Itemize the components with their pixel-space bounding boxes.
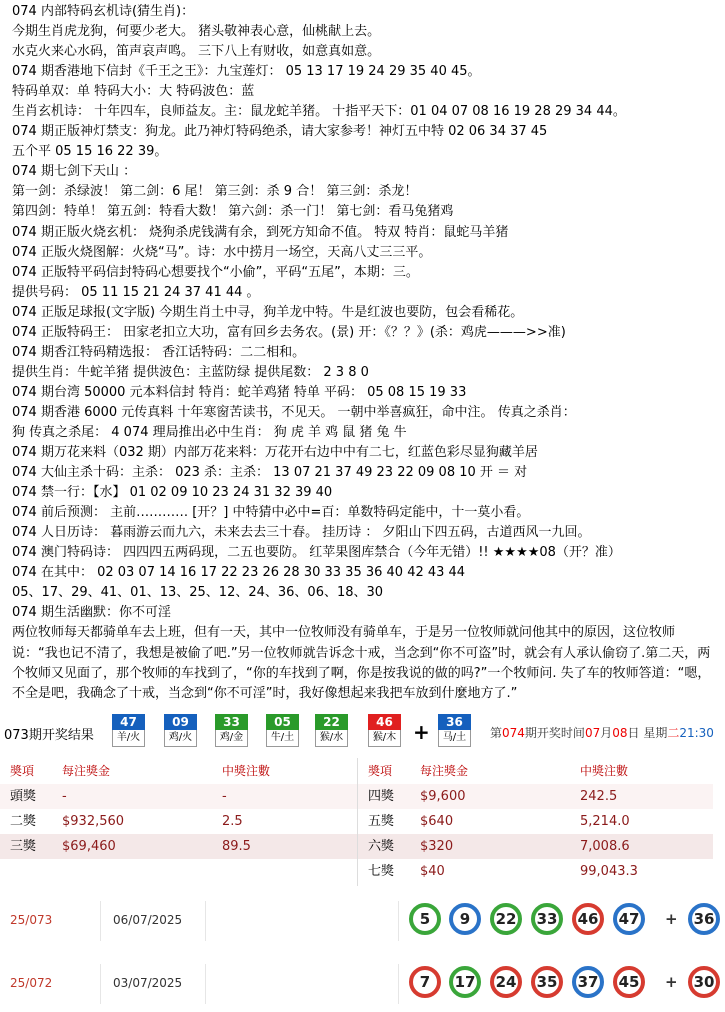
- prize-name: 四獎: [368, 789, 395, 804]
- prize-amount: $932,560: [62, 814, 125, 829]
- history-ball: 9: [449, 903, 481, 935]
- text-line: 生肖玄机诗： 十年四车，良师益友。主：鼠龙蛇羊猪。 十指平天下：01 04 07 08 16 19 28 29 34 44。: [12, 104, 626, 120]
- text-line: 074 期香港地下信封《千王之王》：九宝莲灯： 05 13 17 19 24 29 35 40 45。: [12, 64, 481, 80]
- text-line: 074 澳门特码诗： 四四四五两码现，二五也要防。 红苹果图库禁合（今年无错）!! ★★★★08（开？准）: [12, 545, 621, 561]
- result-ball: [215, 714, 248, 748]
- text-line: 第四剑：特单！ 第五剑：特看大数！ 第六剑：杀一门！ 第七剑：看马兔猪鸡: [12, 204, 454, 220]
- table-divider: [357, 758, 358, 886]
- result-ball-tag: 鸡/金: [215, 730, 248, 747]
- next-draw-info: 第074期开奖时间07月08日 星期二21:30: [490, 726, 714, 740]
- text-line: 074 正版足球报(文字版) 今期生肖土中寻，狗羊龙中特。牛是红波也要防，包会看稀花。: [12, 304, 524, 320]
- text-line: 074 大仙主杀十码：主杀： 023 杀：主杀： 13 07 21 37 49 23 22 09 08 10 开 ＝ 对: [12, 465, 528, 481]
- prize-count: 99,043.3: [580, 864, 638, 879]
- plus-icon: +: [413, 720, 430, 744]
- history-row: [0, 897, 725, 945]
- result-ball: [266, 714, 299, 748]
- prize-name: 七獎: [368, 864, 395, 879]
- text-line: 074 期香港 6000 元传真料 十年寒窗苦读书，不见天。 一朝中举喜疯狂，命中注。 传真之杀肖：: [12, 404, 576, 420]
- history-ball: 33: [531, 903, 563, 935]
- prize-name: 三獎: [10, 839, 37, 854]
- result-ball: [164, 714, 197, 748]
- humor-paragraph: 两位牧师每天都骑单车去上班，但有一天，其中一位牧师没有骑单车，于是另一位牧师就问他其中的原因，这位牧师说：“我也记不清了，我想是被偷了吧.”另一位牧师就告诉念十戒，当念到“你不可盗”时，就会有人承认偷窃了.第二天，两个牧师又见面了，那个牧师的车找到了，“你的车找到了啊，你是按我说的做的吗?”一个牧师问. 失了车的牧师答道：“嗯，不全是吧，我确念了十戒，当念到“你不可淫”时，我好像想起来我把车放到什麼地方了.”: [12, 625, 711, 701]
- text-line: 074 期台湾 50000 元本料信封 特肖：蛇羊鸡猪 特单 平码： 05 08 15 19 33: [12, 384, 467, 400]
- text-line: 提供号码： 05 11 15 21 24 37 41 44 。: [12, 284, 260, 300]
- history-ball: 47: [613, 903, 645, 935]
- text-line: 特码单双：单 特码大小：大 特码波色：蓝: [12, 84, 255, 100]
- plus-icon: +: [665, 973, 678, 991]
- history-ball: 22: [490, 903, 522, 935]
- history-date: 03/07/2025: [113, 976, 183, 990]
- prize-amount: $69,460: [62, 839, 116, 854]
- prize-amount: $40: [420, 864, 445, 879]
- history-issue: 25/073: [10, 913, 53, 927]
- divider: [398, 901, 399, 941]
- history-ball: 7: [409, 966, 441, 998]
- history-ball: 5: [409, 903, 441, 935]
- text-line: 074 期正版火烧玄机： 烧狗杀虎钱满有余，到死方知命不值。 特双 特肖：鼠蛇马羊猪: [12, 224, 509, 240]
- divider: [100, 901, 101, 941]
- text-line: 074 期正版神灯禁支：狗龙。此乃神灯特码绝杀，请大家参考！神灯五中特 02 06 34 37 45: [12, 124, 548, 140]
- prize-amount: $320: [420, 839, 454, 854]
- divider: [100, 964, 101, 1004]
- prize-header: 奬項: [10, 764, 35, 778]
- prize-count: 89.5: [222, 839, 251, 854]
- text-line: 074 正版火烧图解：火烧“马”。诗：水中捞月一场空，天高八丈三三平。: [12, 244, 432, 260]
- history-ball: 46: [572, 903, 604, 935]
- prize-header: 每注獎金: [62, 764, 111, 778]
- prize-amount: -: [62, 789, 67, 804]
- text-line: 第一剑：杀绿波！ 第二剑：6 尾！ 第三剑：杀 9 合！ 第三剑：杀龙！: [12, 184, 418, 200]
- divider: [205, 964, 206, 1004]
- text-line: 074 人日历诗： 暮雨游云而九六，未来去去三十春。 挂历诗 ： 夕阳山下四五码，古道西风一九回。: [12, 525, 591, 541]
- special-ball-number: 36: [438, 714, 471, 730]
- result-ball-number: 22: [315, 714, 348, 730]
- prize-header: 中獎注數: [580, 764, 629, 778]
- prize-header: 每注獎金: [420, 764, 469, 778]
- result-ball: [315, 714, 348, 748]
- history-special-ball: 30: [688, 966, 720, 998]
- prize-header: 中獎注數: [222, 764, 271, 778]
- result-ball-number: 46: [368, 714, 401, 730]
- special-ball-tag: 马/土: [438, 730, 471, 747]
- text-line: 074 期万花来料（032 期）内部万花来料：万花开右边中中有二七，红蓝色彩尽显狗藏羊居: [12, 445, 538, 461]
- history-ball: 24: [490, 966, 522, 998]
- history-ball: 45: [613, 966, 645, 998]
- result-ball-tag: 鸡/火: [164, 730, 197, 747]
- history-ball: 37: [572, 966, 604, 998]
- text-line: 今期生肖虎龙狗，何要少老大。 猪头敬神表心意，仙桃献上去。: [12, 24, 381, 40]
- result-ball: [112, 714, 145, 748]
- history-issue: 25/072: [10, 976, 53, 990]
- prize-count: 5,214.0: [580, 814, 630, 829]
- text-line: 05、17、29、41、01、13、25、12、24、36、06、18、30: [12, 585, 384, 601]
- history-ball: 17: [449, 966, 481, 998]
- divider: [398, 964, 399, 1004]
- text-line: 074 前后预测： 主前………… [开？] 中特猜中必中=百：单数特码定能中，十一莫小看。: [12, 505, 530, 521]
- divider: [205, 901, 206, 941]
- special-ball: [438, 714, 471, 748]
- text-line: 074 在其中： 02 03 07 14 16 17 22 23 26 28 30 33 35 36 40 42 43 44: [12, 565, 466, 581]
- text-line: 074 期生活幽默：你不可淫: [12, 605, 171, 621]
- result-ball-number: 05: [266, 714, 299, 730]
- text-line: 074 正版特平码信封特码心想要找个“小偷”，平码“五尾”，本期：三。: [12, 264, 419, 280]
- text-line: 提供生肖：牛蛇羊猪 提供波色：主蓝防绿 提供尾数： 2 3 8 0: [12, 364, 369, 380]
- prize-header: 奬項: [368, 764, 393, 778]
- text-line: 074 禁一行：【水】 01 02 09 10 23 24 31 32 39 40: [12, 485, 333, 501]
- history-date: 06/07/2025: [113, 913, 183, 927]
- prize-count: 2.5: [222, 814, 243, 829]
- text-line: 五个平 05 15 16 22 39。: [12, 144, 168, 160]
- text-line: 074 内部特码玄机诗(猜生肖)：: [12, 4, 195, 19]
- text-line: 074 期七剑下天山 ：: [12, 164, 137, 180]
- prize-name: 五獎: [368, 814, 395, 829]
- prize-count: -: [222, 789, 227, 804]
- prize-name: 二獎: [10, 814, 37, 829]
- prize-count: 242.5: [580, 789, 618, 804]
- prize-amount: $640: [420, 814, 454, 829]
- result-ball-tag: 猴/水: [315, 730, 348, 747]
- prediction-text-block: [12, 2, 717, 704]
- prize-count: 7,008.6: [580, 839, 630, 854]
- result-ball-tag: 牛/土: [266, 730, 299, 747]
- prize-name: 頭獎: [10, 789, 37, 804]
- result-ball-tag: 猴/木: [368, 730, 401, 747]
- text-line: 狗 传真之杀尾： 4 074 理局推出必中生肖： 狗 虎 羊 鸡 鼠 猪 兔 牛: [12, 424, 407, 440]
- text-line: 074 期香江特码精选报： 香江话特码：二二相和。: [12, 344, 306, 360]
- prize-name: 六獎: [368, 839, 395, 854]
- text-line: 074 正版特码王： 田家老扣立大功，富有回乡去务农。(景) 开：《？？》(杀：鸡虎———>>准): [12, 324, 566, 340]
- result-ball-tag: 羊/火: [112, 730, 145, 747]
- result-ball-number: 33: [215, 714, 248, 730]
- result-ball-number: 47: [112, 714, 145, 730]
- prize-table: [0, 758, 713, 886]
- history-row: [0, 960, 725, 1008]
- result-ball: [368, 714, 401, 748]
- plus-icon: +: [665, 910, 678, 928]
- result-ball-number: 09: [164, 714, 197, 730]
- results-label: 073期开奖结果: [4, 728, 94, 743]
- history-special-ball: 36: [688, 903, 720, 935]
- history-ball: 35: [531, 966, 563, 998]
- text-line: 水克火来心水码，笛声哀声鸣。 三下八上有财收，如意真如意。: [12, 44, 381, 60]
- prize-amount: $9,600: [420, 789, 466, 804]
- draw-results-bar: [0, 712, 725, 750]
